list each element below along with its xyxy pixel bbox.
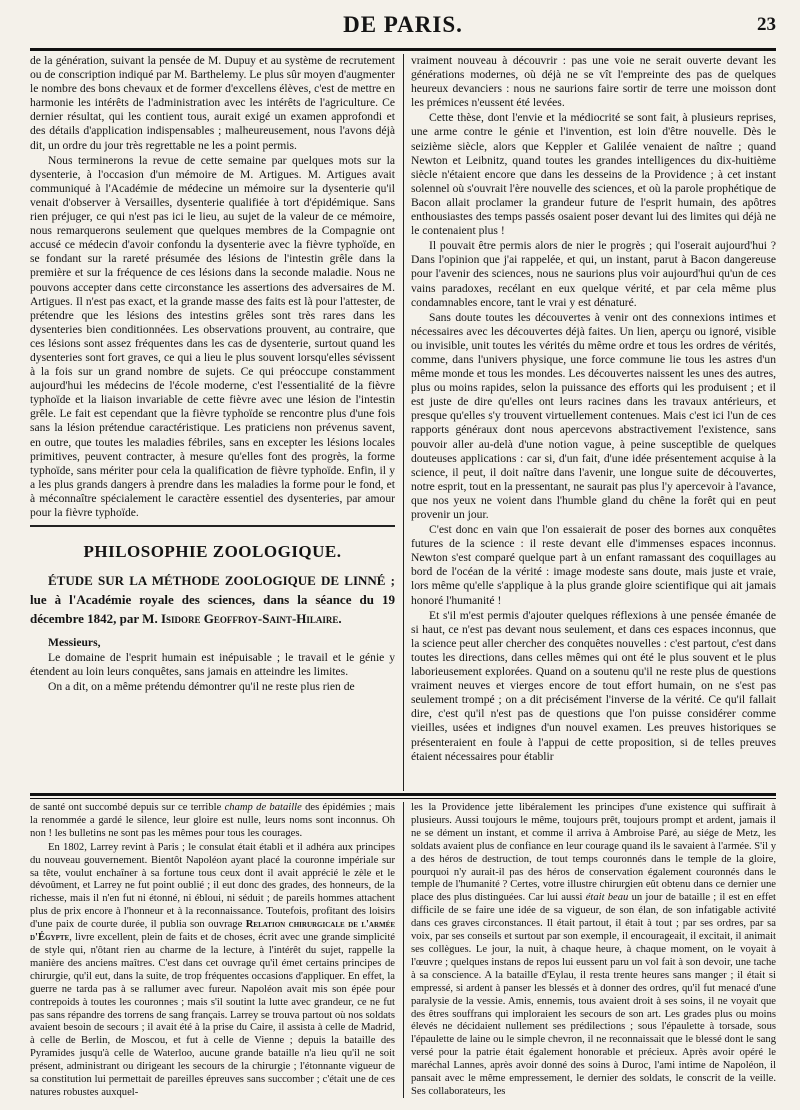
text-run: des épidémies ; mais la renommée a gardé le silence, leur gloire est nulle, leurs noms sont inconnus. Oh non ! les bulletins ne sont pas les mêmes pour tous les courages. (30, 802, 395, 839)
paragraph: Et s'il m'est permis d'ajouter quelques réflexions à une pensée émanée de si haut, ce n'est pas devant nous seulement, et dans ces espaces inconnus, que la science peut aller chercher des conquêtes nouvelles : c'est partout, c'est dans toutes les directions, dans celles mêmes qui ont été le plus souvent et le plus laborieusement explorées. Quand on a soutenu qu'il ne reste plus de questions vraiment neuves et vierges encore de tout effort humain, on ne s'est pas seulement trompé ; on a dit précisément l'inverse de la vérité. Ce qu'il fallait dire, c'est qu'il n'est pas de questions que l'on puisse considérer comme vieilles, usées et indignes d'un nouvel examen. Les preuves historiques se présenteraient en foule à l'appui de cette proposition, si de telles preuves étaient nécessaires pour établir (411, 608, 776, 763)
feuilleton-left-column (30, 802, 395, 1098)
paragraph: On a dit, on a même prétendu démontrer qu'il ne reste plus rien de (48, 680, 355, 694)
page-header (30, 12, 776, 52)
author-name: Isidore Geoffroy-Saint-Hilaire. (160, 611, 342, 627)
section-title: PHILOSOPHIE ZOOLOGIQUE. (83, 542, 342, 562)
text-run: un jour de bataille ; il est en effet difficile de se faire une idée de sa vigueur, de son élan, de son infatigable activité dans ces graves circonstances. Il était partout, il était à tout ; par ses ordres, par sa voix, par ses conseils et surtout par son exemple, il encourageait, il excitait, il animait ses collègues. Le jour, la nuit, à chaque heure, à chaque moment, on le voyait à l'œuvre ; quelques instans de repos lui eussent paru un vol fait à son devoir, une tache à sa conscience. A la bataille d'Eylau, il resta trente heures sans manger ; il était si empressé, si ardent à panser les blessés et à donner des ordres, qu'il fut menacé d'une paralysie de la vessie. Amis, ennemis, tous avaient droit à ses soins, il ne voyait que des êtres souffrans qui imploraient les secours de son art. Les grades plus ou moins élevés ne décidaient nullement ses prédilections ; sous l'épaulette à torsade, sous l'épaulette de laine ou le simple chevron, il ne reconnaissait que le blessé dont le sang versé pour la patrie était également honorable et précieux. Après avoir opéré le maréchal Lannes, après avoir donné des soins à Duroc, l'ami intime de Napoléon, il pansait avec le même empressement, le dernier des soldats, le conscrit de la veille. Ses collaborateurs, les (411, 892, 776, 1097)
book-title: Relation chirurgicale de l'armée d'Égypte (30, 919, 395, 944)
article-subtitle (30, 571, 395, 628)
salutation: Messieurs, (48, 636, 101, 650)
paragraph: Cette thèse, dont l'envie et la médiocrité se sont fait, à plusieurs reprises, une arme contre le génie et l'invention, est loin d'être nouvelle. Dès le seizième siècle, alors que Keppler et Galilée venaient de naître ; quand Newton et Leibnitz, quand toutes les grandes intelligences du dix-huitième siècle n'étaient encore que dans les desseins de la Providence ; à cet instant solennel où s'ouvrait l'ère nouvelle des sciences, et où la parole prophétique de Bacon allait proclamer la grandeur future de l'esprit humain, des apôtres enthousiastes des temps passés osaient poser devant lui des limites qui déjà ne le contenaient plus ! (411, 111, 776, 238)
paragraph (411, 802, 776, 1098)
text-run: de santé ont succombé depuis sur ce terrible (30, 802, 222, 813)
header-rule (30, 48, 776, 51)
left-column (30, 54, 395, 791)
paragraph: Le domaine de l'esprit humain est inépuisable ; le travail et le génie y étendent au loin leurs conquêtes, sans jamais en atteindre les limites. (30, 651, 395, 679)
text-run: En 1802, Larrey revint à Paris ; le consulat était établi et il adhéra aux principes du nouveau gouvernement. Bientôt Napoléon ayant placé la couronne impériale sur sa tête, voulut enchaîner à sa fortune tous ceux dont il avait apprécié le zèle et le dévoûment, et Larrey ne fut point oublié ; il eut donc des grades, des honneurs, de la richesse, mais il n'en fut ni étonné, ni ébloui, ni séduit ; de pareils hommes attachent plus de prix encore à l'honneur et à la reconnaissance. Toutefois, profitant des loisirs d'une paix de courte durée, il publia son ouvrage (30, 841, 395, 931)
paragraph: C'est donc en vain que l'on essaierait de poser des bornes aux conquêtes futures de la science : il reste devant elle d'immenses espaces inconnus. Newton s'est comparé quelque part à un enfant ramassant des coquillages au bord de l'océan de la vérité : image modeste sans doute, mais juste et vraie, lors même qu'elle s'applique à la plus grande gloire scientifique qui ait jamais honoré l'humanité ! (411, 523, 776, 607)
paragraph: Il pouvait être permis alors de nier le progrès ; qui l'oserait aujourd'hui ? Dans l'opinion que j'ai rappelée, et qui, un instant, parut à Bacon dangereuse pour l'avenir des sciences, nous ne saurions plus voir aujourd'hui qu'un de ces vains paradoxes, recélant en eux quelque vérité, et par cela même plus condamnables encore, tant le vrai y est dénaturé. (411, 239, 776, 309)
column-divider-top (403, 54, 404, 791)
feuilleton-right-column (411, 802, 776, 1098)
text-run: , livre excellent, plein de faits et de choses, écrit avec une grande simplicité de style qui, n'ôtant rien au charme de la lecture, à l'intérêt du sujet, rappelle la manière des anciens maîtres. C'est dans cet ouvrage qu'il émet certains principes de chirurgie, qu'il eut, dans la suite, de trop fréquentes occasions d'appliquer. En effet, la guerre ne tarda pas à se rallumer avec fureur. Napoléon avait mis son épée pour contrepoids à toutes les couronnes ; mais s'il soutint la lutte avec grandeur, ce ne fut pas sans répandre des torrens de sang français. Larrey se trouva partout où nos soldats avaient besoin de secours ; il avait été à la prise du Caire, il assista à celle de Madrid, à celle de Berlin, de Moscou, et fut à celle de Vienne ; depuis la bataille des Pyramides jusqu'à celle de Waterloo, aucune grande bataille n'a lieu qu'il ne soit présent, administrant ou dirigeant les secours de la chirurgie ; l'étonnante vigueur de sa constitution lui permettait de pareilles épreuves sans succomber ; c'était une de ces natures robustes auxquel- (30, 932, 395, 1098)
column-divider-bottom (403, 802, 404, 1098)
paragraph: Nous terminerons la revue de cette semaine par quelques mots sur la dysenterie, à l'occasion d'un mémoire de M. Artigues. M. Artigues avait communiqué à l'Académie de médecine un mémoire sur la dysenterie qu'il venait d'observer à Versailles, dysenterie qualifiée à tort d'épidémique. Sans rien préjuger, ce qui n'est pas ici le lieu, au sujet de la valeur de ce mémoire, nous remarquerons seulement que quelques membres de la Compagnie ont accusé ce médecin d'avoir confondu la dysenterie avec la fièvre typhoïde, en se fondant sur la rareté présumée des lésions de l'intestin grêle dans la première et sur la fréquence de ces lésions dans la seconde maladie. Nous ne pouvons accepter dans cette circonstance les assertions des adversaires de M. Artigues. Il n'est pas exact, et la grande masse des faits est là pour l'attester, de prétendre que les lésions des intestins grêles sont très rares dans les dysenteries bien conditionnées. Les observations prouvent, au contraire, que ces lésions sont assez fréquentes dans les cas de dysenterie, surtout quand les dysenteries sont fort graves, ce qui a lieu le plus souvent lorsqu'elles sévissent à la fois sur un grand nombre de sujets. Ce qui préoccupe constamment aujourd'hui les médecins de l'école moderne, c'est l'essentialité de la fièvre typhoïde et la liaison invariable de cette fièvre avec une lésion de l'intestin grêle. Le fait est cependant que la fièvre typhoïde se rencontre plus d'une fois sans la lésion prétendue caractéristique. Les praticiens non prévenus savent, en outre, que toutes les maladies fébriles, sans en excepter les lésions locales primitives, peuvent contracter, à mesure qu'elles font des progrès, la forme typhoïde, sans mériter pour cela la qualification de fièvre typhoïde. Enfin, il y a les plus grands dangers à prendre dans les maladies la forme pour le fond, et à méconnaître spécialement le caractère essentiel des dysenteries, par amour pour la fièvre typhoïde. (30, 153, 395, 519)
paragraph: de la génération, suivant la pensée de M. Dupuy et au système de recrutement ou de conscription indiqué par M. Barthelemy. Le plus sûr moyen d'augmenter le nombre des bons chevaux et de former d'excellens élèves, c'est de mettre en harmonie les intérêts de l'administration avec les intérêts de l'agriculture. Ce dernier résultat, qui les contient tous, aurait exigé un examen approfondi et des détails d'application indispensables ; malheureusement, nous l'avons déjà dit, un ordre du jour très regrettable ne les a point permis. (30, 54, 395, 152)
paragraph: Sans doute toutes les découvertes à venir ont des connexions intimes et nécessaires avec les découvertes déjà faites. Un lien, aperçu ou ignoré, visible ou invisible, unit toutes les vérités du même ordre et tous les ordres de vérités, comme, dans l'univers physique, une force commune lie tous les astres d'un même monde et tous les mondes. Les découvertes naissent les unes des autres, plus ou moins rapides, selon la puissance des efforts qui les produisent ; et il est juste de dire qu'elles ont leurs racines dans les travaux antérieurs, et presque qu'elles s'y trouvent virtuellement contenues. Mais c'est ici l'un de ces rapports généraux dont nous apercevons abstractivement l'existence, sans pouvoir aller au-delà d'une notion vague, à peine susceptible de quelques douteuses applications : car si, d'un fait, d'une idée présentement acquise à la science, il peut, il doit naître dans l'avenir, une longue suite de découvertes, notre esprit, tout en la pressentant, ne saurait pas plus l'y apercevoir à l'avance, que nos yeux ne voient dans l'humble gland du chêne la forêt qui en peut provenir un jour. (411, 310, 776, 521)
subtitle-text: ÉTUDE SUR LA MÉTHODE ZOOLOGIQUE DE LINNÉ ; lue à l'Académie royale des sciences, dans la séance du 19 décembre 1842, par M. (30, 573, 395, 627)
paragraph (30, 842, 395, 1098)
feuilleton-rule-thin (30, 798, 776, 799)
page-number: 23 (757, 14, 776, 35)
running-head: DE PARIS. (343, 12, 463, 37)
text-run: les la Providence jette libéralement les principes d'une existence qui suffirait à plusieurs. Aussi toujours le même, toujours prêt, toujours prompt et ardent, jamais il ne se dément un instant, et comme il arriva à Ambroise Paré, au siége de Metz, les soldats avaient plus de confiance en leur courage quand ils le savaient à l'armée. S'il y a des héros de destruction, de tout temps couronnés dans le temple de la gloire, pourquoi n'y aurait-il pas des héros de conservation également couronnés dans le temple de l'humanité ? Certes, votre illustre chirurgien eût obtenu dans ce dernier une place des plus distinguées. Car lui aussi (411, 802, 776, 904)
paragraph (30, 802, 395, 841)
italic-text: était beau (585, 892, 629, 904)
feuilleton-rule (30, 793, 776, 796)
paragraph: vraiment nouveau à découvrir : pas une voie ne serait ouverte devant les générations modernes, où déjà ne se vît l'empreinte des pas de quelques heureux devanciers : nous ne saurions faire sortir de terre une moisson dont les prémices n'eussent été levées. (411, 54, 776, 110)
section-separator (30, 521, 395, 531)
right-column (411, 54, 776, 791)
italic-text: champ de bataille (224, 802, 302, 813)
